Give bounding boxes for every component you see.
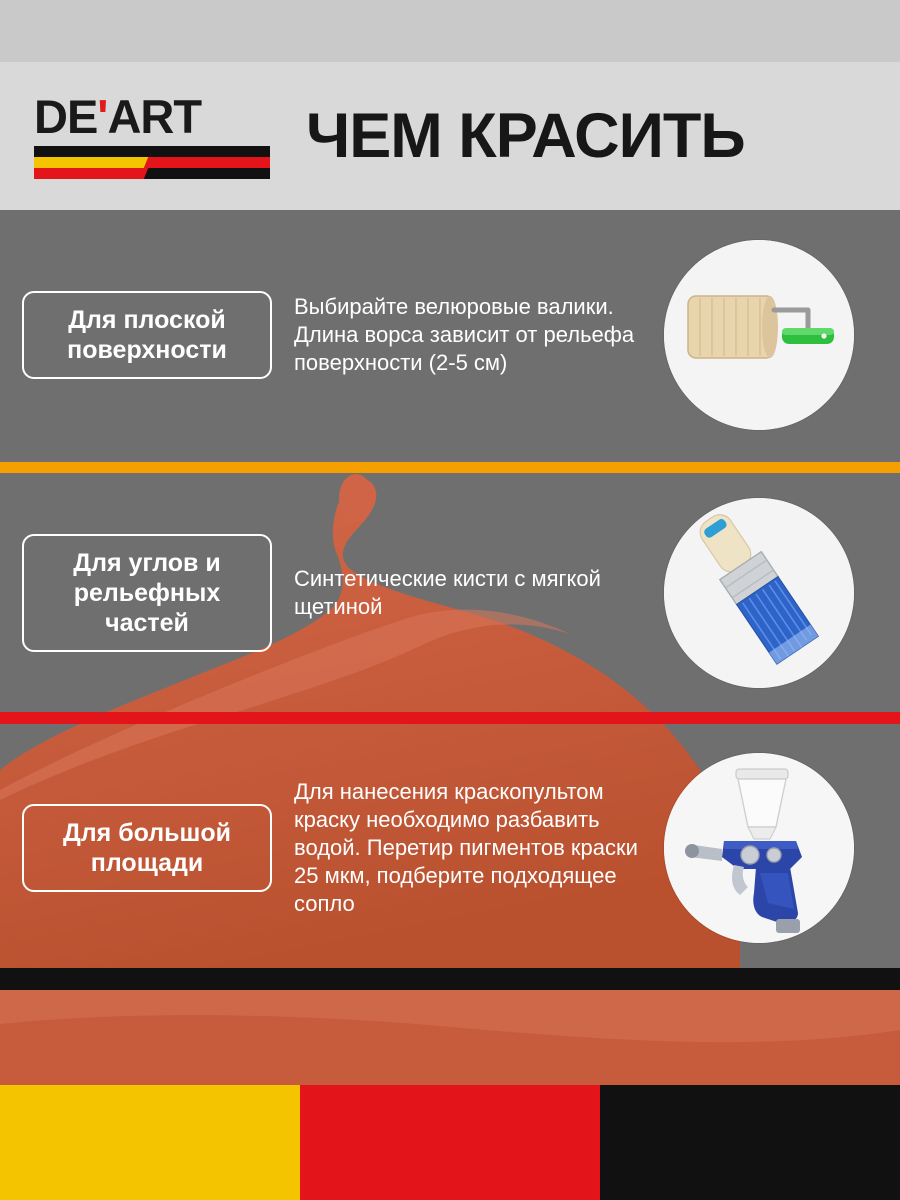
- footer: [0, 990, 900, 1200]
- logo-text-art: ART: [107, 89, 202, 143]
- deart-logo: [34, 90, 270, 182]
- logo-text-de: DE: [34, 89, 98, 143]
- label-box-corners-relief: [22, 534, 272, 652]
- label-text: Для углов и рельефных частей: [73, 549, 221, 637]
- footer-paint-strip: [0, 990, 900, 1085]
- page-title: ЧЕМ КРАСИТЬ: [306, 100, 745, 171]
- spray-gun-photo: [664, 753, 854, 943]
- paint-roller-photo: [664, 240, 854, 430]
- top-strip: [0, 0, 900, 62]
- logo-wordmark: [34, 90, 270, 142]
- flag-yellow: [0, 1085, 300, 1200]
- header-band: [0, 62, 900, 210]
- footer-flag: [0, 1085, 900, 1200]
- label-box-large-area: [22, 804, 272, 892]
- description-corners-relief: Синтетические кисти с мягкой щетиной: [294, 565, 601, 619]
- divider-orange: [0, 462, 900, 473]
- row-flat-surface: [0, 210, 900, 460]
- description-large-area: Для нанесения краскопультом краску необходимо разбавить водой. Перетир пигментов краски 25 мкм, подберите подходящее сопло: [294, 778, 638, 917]
- flag-red: [300, 1085, 600, 1200]
- paint-brush-photo: [664, 498, 854, 688]
- logo-text-tick: ': [97, 89, 108, 143]
- divider-red: [0, 712, 900, 724]
- label-box-flat-surface: [22, 291, 272, 379]
- divider-black: [0, 968, 900, 990]
- label-text: Для большой площади: [62, 819, 232, 877]
- label-text: Для плоской поверхности: [67, 306, 227, 364]
- row-large-area: [0, 728, 900, 968]
- flag-black: [600, 1085, 900, 1200]
- logo-flag-stripes: [34, 146, 270, 180]
- row-corners-relief: [0, 478, 900, 708]
- description-flat-surface: Выбирайте велюровые валики. Длина ворса зависит от рельефа поверхности (2-5 см): [294, 293, 635, 376]
